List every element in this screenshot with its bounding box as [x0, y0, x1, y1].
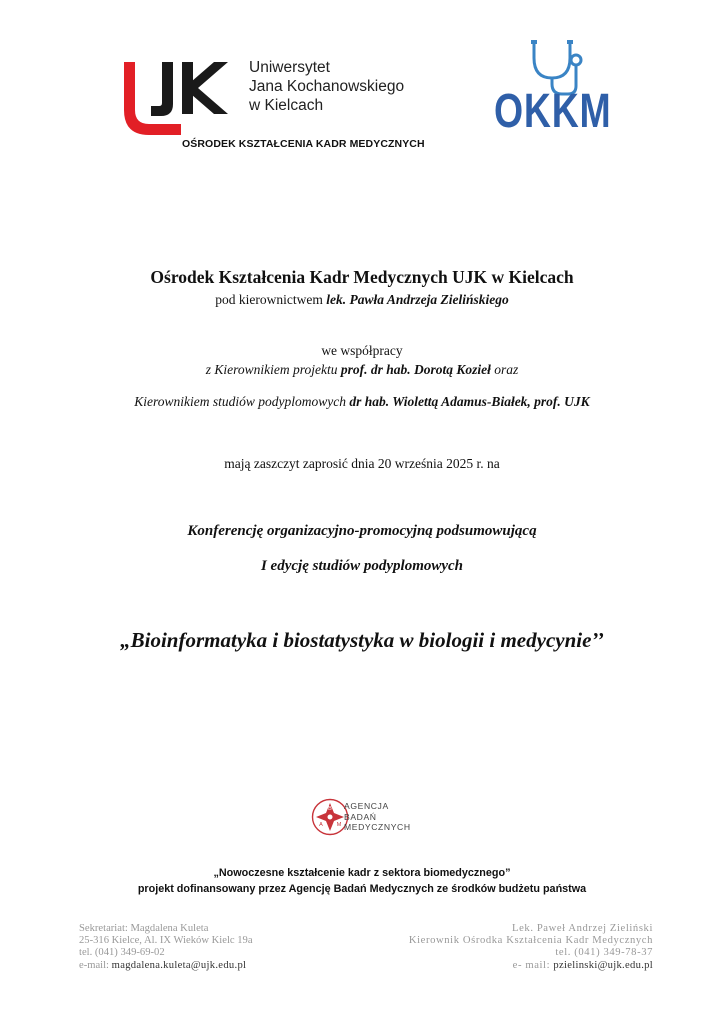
secretary-name: Sekretariat: Magdalena Kuleta — [79, 923, 209, 934]
email-label: e-mail: — [79, 959, 112, 971]
abm-name — [344, 801, 411, 833]
university-name-line: Jana Kochanowskiego — [249, 78, 405, 95]
project-manager-name: prof. dr hab. Dorotą Kozieł — [340, 362, 491, 377]
secretariat-address: 25-316 Kielce, Al. IX Wieków Kielc 19a — [79, 935, 253, 947]
footer-director — [409, 923, 653, 972]
secretariat-email-link[interactable]: magdalena.kuleta@ujk.edu.pl — [111, 959, 247, 971]
leadership-prefix: pod kierownictwem — [215, 292, 327, 307]
abm-name-line: BADAŃ — [344, 811, 377, 822]
cooperation-intro: we współpracy — [321, 343, 403, 358]
conference-line: Konferencję organizacyjno-promocyjną podsumowującą — [187, 523, 537, 539]
director-role: Kierownik Ośrodka Kształcenia Kadr Medycznych — [408, 935, 653, 947]
ujk-j-mark — [151, 62, 173, 116]
footer-secretariat — [79, 923, 253, 972]
director-email-line — [409, 960, 653, 972]
university-name-line: Uniwersytet — [249, 59, 330, 76]
studies-manager-name: dr hab. Wiolettą Adamus-Białek, prof. UJK — [349, 394, 590, 409]
director-name: Lek. Paweł Andrzej Zieliński — [512, 923, 653, 934]
abm-cross-letter: A — [319, 822, 323, 828]
director-email-link[interactable]: pzielinski@ujk.edu.pl — [553, 959, 653, 971]
studies-manager-prefix: Kierownikiem studiów podyplomowych — [134, 394, 350, 409]
project-funding: projekt dofinansowany przez Agencję Badań Medycznych ze środków budżetu państwa — [137, 883, 587, 895]
university-name-line: w Kielcach — [249, 97, 324, 114]
studies-manager-line — [0, 394, 724, 410]
project-name: „Nowoczesne kształcenie kadr z sektora biomedycznego” — [213, 867, 511, 879]
director-phone: tel. (041) 349-78-37 — [555, 947, 653, 959]
abm-cross-letter: M — [336, 822, 342, 828]
organizer-title: Ośrodek Kształcenia Kadr Medycznych UJK w Kielcach — [150, 267, 574, 287]
invitation-date-line: mają zaszczyt zaprosić dnia 20 września 2025 r. na — [224, 456, 500, 471]
abm-name-line: MEDYCZNYCH — [344, 822, 411, 833]
university-name — [249, 58, 404, 115]
secretariat-email-line — [79, 960, 253, 972]
email-label: e- mail: — [512, 959, 554, 971]
project-manager-suffix: oraz — [490, 362, 519, 377]
okkm-subtitle: OŚRODEK KSZTAŁCENIA KADR MEDYCZNYCH — [182, 138, 425, 150]
project-manager-line — [0, 362, 724, 378]
course-title: „Bioinformatyka i biostatystyka w biologii i medycynie’’ — [120, 628, 604, 652]
secretariat-phone: tel. (041) 349-69-02 — [79, 947, 165, 959]
project-manager-prefix: z Kierownikiem projektu — [205, 362, 341, 377]
abm-name-line: AGENCJA — [344, 801, 389, 811]
abm-cross-letter: B — [328, 806, 332, 812]
leader-name: lek. Pawła Andrzeja Zielińskiego — [326, 292, 509, 307]
edition-line: I edycję studiów podyplomowych — [260, 558, 464, 574]
leadership-line — [0, 292, 724, 308]
okkm-logo-text: OKKM — [494, 85, 612, 138]
